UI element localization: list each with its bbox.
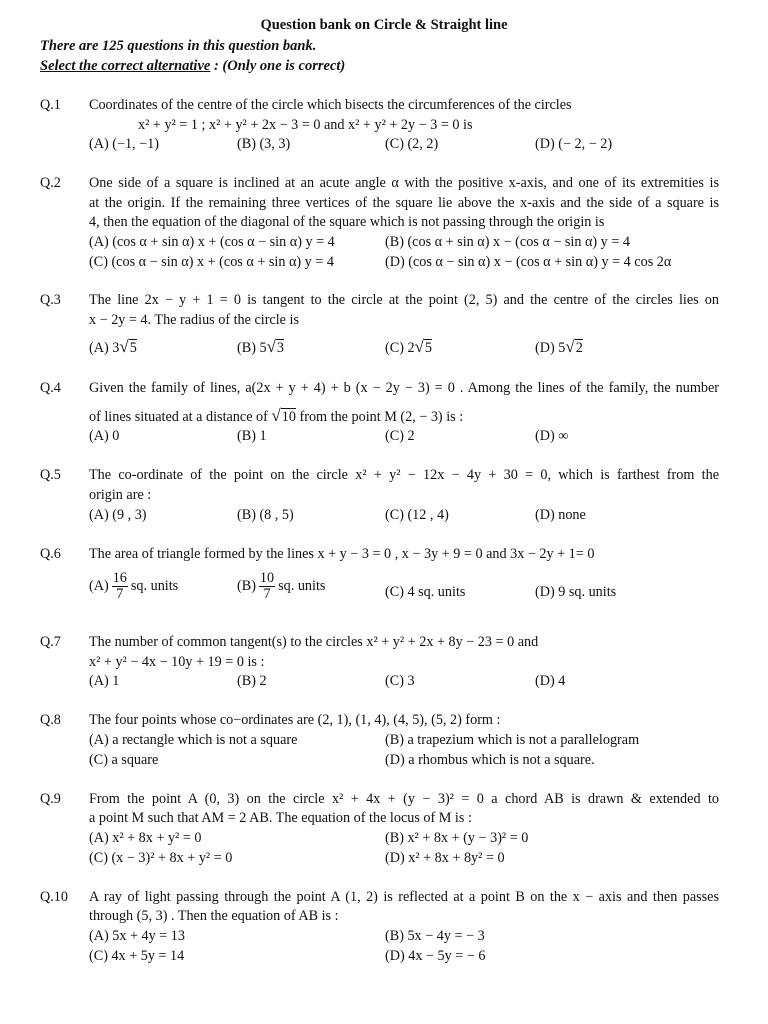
option-d[interactable]: (D) 4 [535, 673, 566, 689]
question-text: The area of triangle formed by the lines x + y − 3 = 0 , x − 3y + 9 = 0 and 3x − 2y + 1= 0 [89, 546, 595, 562]
sqrt-icon: √ [414, 337, 424, 356]
option-a[interactable] [89, 571, 178, 602]
option-b[interactable]: (B) (cos α + sin α) x − (cos α − sin α) y = 4 [385, 234, 630, 250]
option-a[interactable]: (A) 0 [89, 428, 120, 444]
numerator: 16 [112, 570, 127, 586]
radicand: 2 [575, 340, 583, 356]
coefficient: 5 [558, 340, 566, 356]
option-c[interactable]: (C) (2, 2) [385, 136, 439, 152]
question-text: through (5, 3) . Then the equation of AB is : [89, 908, 339, 924]
option-c[interactable]: (C) 2 [385, 428, 415, 444]
radical-expression [112, 337, 137, 357]
option-b[interactable] [237, 571, 325, 602]
option-c[interactable]: (C) 4 sq. units [385, 584, 466, 600]
question-text: The line 2x − y + 1 = 0 is tangent to the circle at the point (2, 5) and the centre of the circles lies on [89, 292, 719, 308]
option-c[interactable]: (C) 4x + 5y = 14 [89, 948, 185, 964]
radical-expression [407, 337, 432, 357]
option-b[interactable]: (B) 1 [237, 428, 267, 444]
option-a[interactable]: (A) 5x + 4y = 13 [89, 928, 185, 944]
option-label: (B) [237, 340, 256, 356]
question-number: Q.3 [40, 292, 61, 308]
question-number: Q.2 [40, 175, 61, 191]
option-label: (D) [535, 340, 555, 356]
radicand: 5 [129, 340, 137, 356]
question-text: x² + y² − 4x − 10y + 19 = 0 is : [89, 654, 265, 670]
sqrt-icon: √ [271, 406, 281, 425]
coefficient: 5 [259, 340, 267, 356]
coefficient: 2 [407, 340, 415, 356]
question-text: x − 2y = 4. The radius of the circle is [89, 312, 299, 328]
option-a[interactable]: (A) a rectangle which is not a square [89, 732, 298, 748]
option-label: (C) [385, 340, 404, 356]
question-number: Q.10 [40, 889, 68, 905]
option-c[interactable]: (C) (x − 3)² + 8x + y² = 0 [89, 850, 233, 866]
question-number: Q.8 [40, 712, 61, 728]
text-part: from the point M (2, − 3) is : [295, 409, 464, 425]
unit-label: sq. units [130, 577, 179, 594]
radical-expression [259, 337, 284, 357]
question-text: The four points whose co−ordinates are (2, 1), (1, 4), (4, 5), (5, 2) form : [89, 712, 501, 728]
question-equation: x² + y² = 1 ; x² + y² + 2x − 3 = 0 and x² + y² + 2y − 3 = 0 is [138, 117, 473, 133]
coefficient: 3 [112, 340, 120, 356]
question-text: origin are : [89, 487, 152, 503]
question-text: One side of a square is inclined at an acute angle α with the positive x-axis, and one of its extremities is [89, 175, 719, 191]
option-b[interactable]: (B) 2 [237, 673, 267, 689]
option-d[interactable]: (D) none [535, 507, 586, 523]
question-text: Coordinates of the centre of the circle which bisects the circumferences of the circles [89, 97, 572, 113]
option-a[interactable]: (A) x² + 8x + y² = 0 [89, 830, 202, 846]
option-d[interactable]: (D) 4x − 5y = − 6 [385, 948, 486, 964]
option-c[interactable]: (C) a square [89, 752, 159, 768]
option-b[interactable]: (B) 5x − 4y = − 3 [385, 928, 485, 944]
question-text: From the point A (0, 3) on the circle x² + 4x + (y − 3)² = 0 a chord AB is drawn & extended to [89, 791, 719, 807]
option-b[interactable] [237, 337, 284, 357]
instruction-lead: Select the correct alternative [40, 58, 211, 74]
radical-expression [271, 406, 296, 426]
option-a[interactable]: (A) (cos α + sin α) x + (cos α − sin α) y = 4 [89, 234, 335, 250]
option-d[interactable]: (D) x² + 8x + 8y² = 0 [385, 850, 505, 866]
option-label: (A) [89, 577, 109, 594]
option-c[interactable] [385, 337, 432, 357]
option-a[interactable]: (A) (−1, −1) [89, 136, 159, 152]
option-c[interactable]: (C) (12 , 4) [385, 507, 449, 523]
option-d[interactable]: (D) ∞ [535, 428, 569, 444]
sqrt-icon: √ [565, 337, 575, 356]
question-number: Q.9 [40, 791, 61, 807]
question-text: a point M such that AM = 2 AB. The equation of the locus of M is : [89, 810, 472, 826]
fraction [112, 571, 128, 602]
radicand: 10 [281, 409, 296, 425]
question-number: Q.6 [40, 546, 61, 562]
option-d[interactable]: (D) (− 2, − 2) [535, 136, 613, 152]
sqrt-icon: √ [266, 337, 276, 356]
page-title: Question bank on Circle & Straight line [260, 17, 508, 33]
question-text: The co-ordinate of the point on the circle x² + y² − 12x − 4y + 30 = 0, which is farthest from the [89, 467, 719, 483]
question-text [89, 406, 463, 426]
radicand: 3 [276, 340, 284, 356]
denominator: 7 [263, 586, 271, 602]
option-a[interactable]: (A) (9 , 3) [89, 507, 147, 523]
question-number: Q.1 [40, 97, 61, 113]
denominator: 7 [116, 586, 124, 602]
unit-label: sq. units [278, 577, 326, 594]
option-b[interactable]: (B) (8 , 5) [237, 507, 294, 523]
fraction [259, 571, 275, 602]
option-b[interactable]: (B) a trapezium which is not a parallelogram [385, 732, 640, 748]
option-d[interactable] [535, 337, 583, 357]
question-number: Q.4 [40, 380, 61, 396]
question-text: A ray of light passing through the point A (1, 2) is reflected at a point B on the x − axis and then passes [89, 889, 719, 905]
question-text: 4, then the equation of the diagonal of the square which is not passing through the origin is [89, 214, 605, 230]
question-text: The number of common tangent(s) to the circles x² + y² + 2x + 8y − 23 = 0 and [89, 634, 539, 650]
question-text: Given the family of lines, a(2x + y + 4) + b (x − 2y − 3) = 0 . Among the lines of the family, the number [89, 380, 719, 396]
radicand: 5 [424, 340, 432, 356]
question-text: at the origin. If the remaining three vertices of the square lie above the x-axis and the side of a square is [89, 195, 719, 211]
text-part: of lines situated at a distance of [89, 409, 268, 425]
option-label: (A) [89, 340, 109, 356]
option-d[interactable]: (D) 9 sq. units [535, 584, 617, 600]
question-number: Q.5 [40, 467, 61, 483]
instruction-line [40, 58, 345, 75]
sqrt-icon: √ [119, 337, 129, 356]
option-a[interactable] [89, 337, 137, 357]
question-number: Q.7 [40, 634, 61, 650]
question-count-note: There are 125 questions in this question bank. [40, 38, 317, 54]
option-c[interactable]: (C) (cos α − sin α) x + (cos α + sin α) y = 4 [89, 254, 334, 270]
option-label: (B) [237, 577, 256, 594]
radical-expression [558, 337, 583, 357]
option-b[interactable]: (B) (3, 3) [237, 136, 291, 152]
instruction-rest: : (Only one is correct) [210, 58, 346, 74]
option-b[interactable]: (B) x² + 8x + (y − 3)² = 0 [385, 830, 529, 846]
option-c[interactable]: (C) 3 [385, 673, 415, 689]
numerator: 10 [259, 570, 275, 586]
option-a[interactable]: (A) 1 [89, 673, 120, 689]
option-d[interactable]: (D) (cos α − sin α) x − (cos α + sin α) y = 4 cos 2α [385, 254, 672, 270]
option-d[interactable]: (D) a rhombus which is not a square. [385, 752, 595, 768]
